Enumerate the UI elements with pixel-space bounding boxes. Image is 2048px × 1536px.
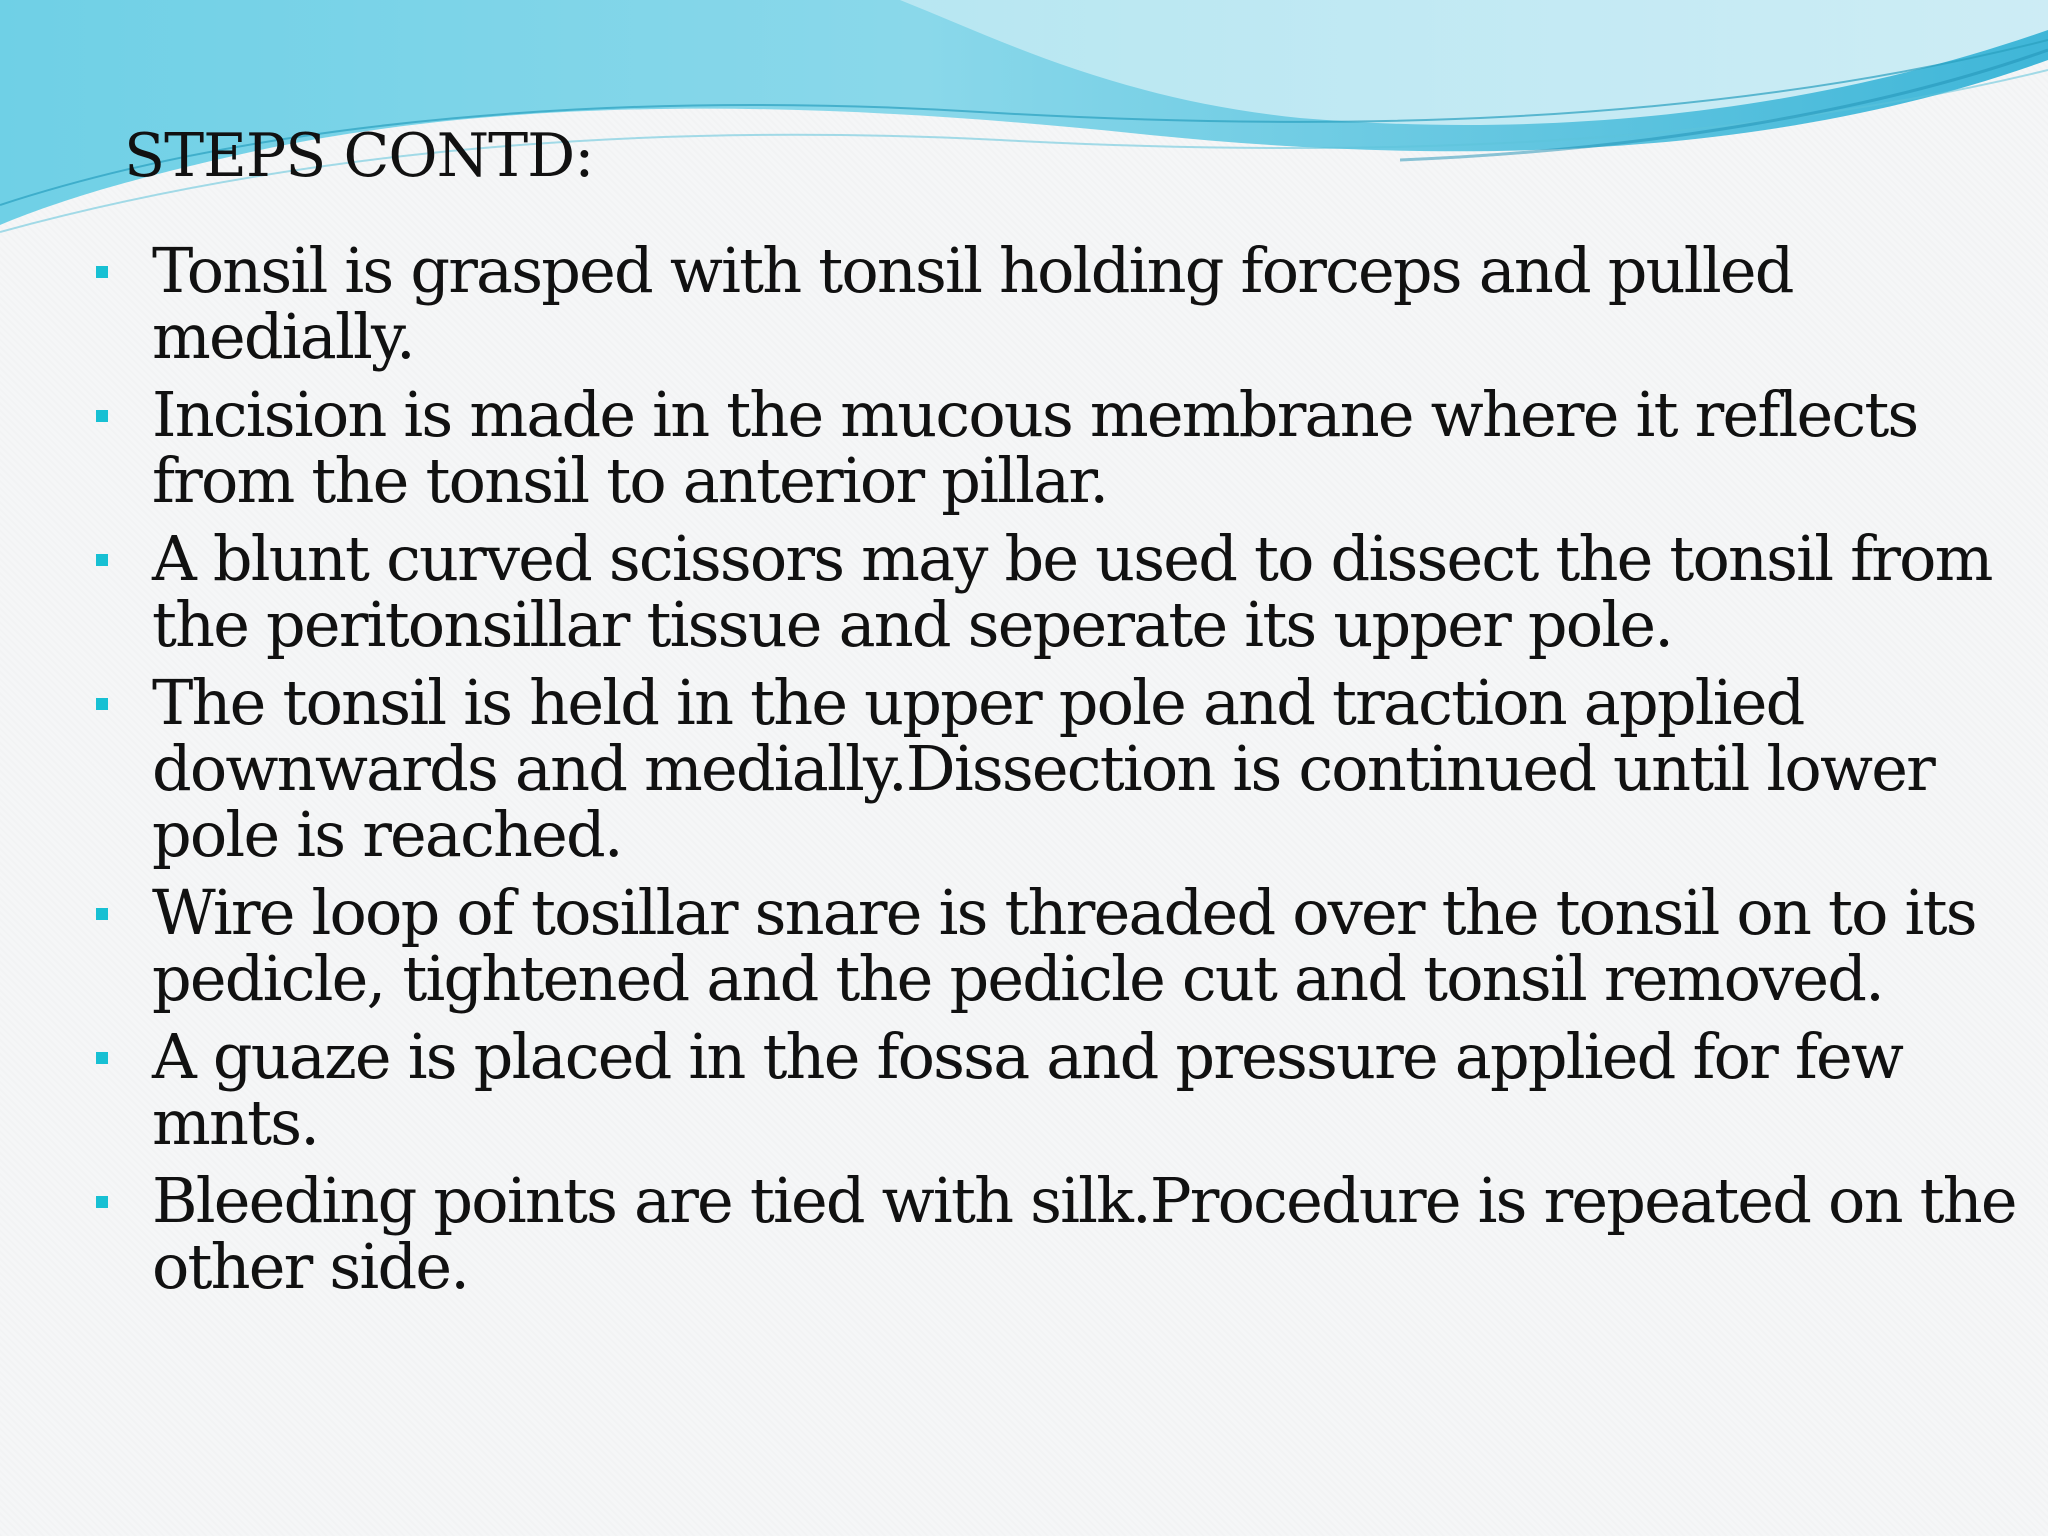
square-bullet-icon bbox=[96, 698, 108, 710]
square-bullet-icon bbox=[96, 410, 108, 422]
bullet-text: A blunt curved scissors may be used to dissect the tonsil from the peritonsillar tissue and seperate its upper pole. bbox=[152, 522, 1992, 661]
list-item bbox=[90, 1020, 2020, 1159]
bullet-list bbox=[90, 234, 2020, 1312]
square-bullet-icon bbox=[96, 1052, 108, 1064]
list-item bbox=[90, 378, 2020, 517]
list-item bbox=[90, 1164, 2020, 1303]
square-bullet-icon bbox=[96, 554, 108, 566]
list-item bbox=[90, 876, 2020, 1015]
bullet-text: Bleeding points are tied with silk.Procedure is repeated on the other side. bbox=[152, 1164, 2016, 1303]
list-item bbox=[90, 522, 2020, 661]
list-item bbox=[90, 234, 2020, 373]
bullet-text: Incision is made in the mucous membrane where it reflects from the tonsil to anterior pillar. bbox=[152, 378, 1918, 517]
square-bullet-icon bbox=[96, 266, 108, 278]
square-bullet-icon bbox=[96, 1196, 108, 1208]
square-bullet-icon bbox=[96, 908, 108, 920]
bullet-text: The tonsil is held in the upper pole and traction applied downwards and medially.Dissection is continued until lower pole is reached. bbox=[152, 666, 1934, 871]
bullet-text: A guaze is placed in the fossa and pressure applied for few mnts. bbox=[152, 1020, 1903, 1159]
bullet-text: Wire loop of tosillar snare is threaded over the tonsil on to its pedicle, tightened and the pedicle cut and tonsil removed. bbox=[152, 876, 1976, 1015]
slide-title: STEPS CONTD: bbox=[124, 121, 594, 191]
bullet-text: Tonsil is grasped with tonsil holding forceps and pulled medially. bbox=[152, 234, 1793, 373]
list-item bbox=[90, 666, 2020, 871]
